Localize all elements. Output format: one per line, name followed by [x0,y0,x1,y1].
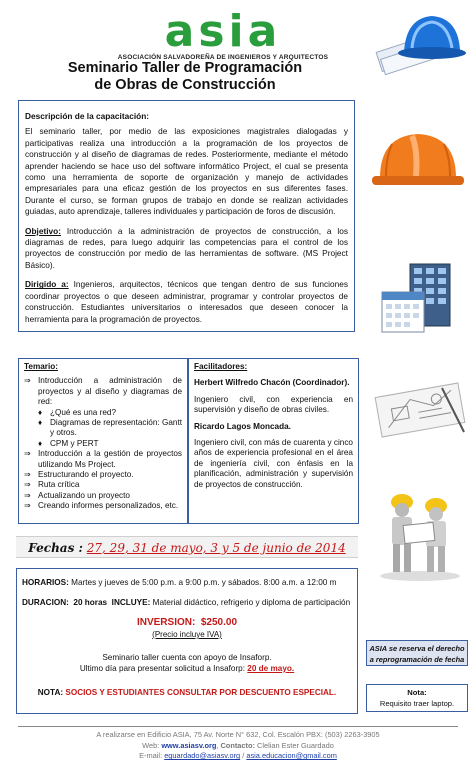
temario-item-text: CPM y PERT [50,438,99,448]
footer-address: A realizarse en Edificio ASIA, 75 Av. Norte N° 632, Col. Escalón PBX: (503) 2263-3905 [96,730,380,739]
temario-item [24,501,182,511]
laptop-note-text: Requisito traer laptop. [379,699,455,708]
footer-email-row [18,751,458,762]
laptop-note-box [366,684,468,712]
facilitadores-box [188,358,359,524]
email-link-1[interactable]: eguardado@asiasv.org [164,751,241,761]
objetivo-paragraph [25,226,348,272]
footer-web-row: Web: www.asiasv.org, Contacto: Clelian Ester Guardado [142,740,334,750]
apoyo-line-1: Seminario taller cuenta con apoyo de Insaforp. [102,653,272,662]
nota-label: NOTA: [37,688,64,697]
temario-box [18,358,188,524]
temario-item [24,470,182,480]
nota-text: SOCIOS Y ESTUDIANTES CONSULTAR POR DESCUENTO ESPECIAL. [65,688,337,697]
incluye-label: INCLUYE: [111,598,151,607]
arrow-right-icon: ⇒ [24,490,31,500]
dirigido-label: Dirigido a: [25,279,69,290]
arrow-right-icon: ⇒ [24,449,31,459]
inversion-label: INVERSION: [136,617,196,628]
facilitator-2-description: Ingeniero civil, con más de cuarenta y cinco años de experiencia profesional en el área de ingeniería civil, con énfasis en la planificación, administración y supervisión de proyectos de construcción. [194,438,353,489]
info-box [16,568,358,714]
inversion-note: (Precio incluye IVA) [152,630,222,639]
arrow-right-icon: ⇒ [24,376,31,386]
title-line-2: de Obras de Construcción [94,77,276,93]
temario-item-text: Creando informes personalizados, etc. [38,501,179,511]
apoyo-line-2 [22,663,352,674]
temario-item-text: Actualizando un proyecto [38,490,130,500]
dirigido-text: Ingenieros, arquitectos, técnicos que tengan dentro de sus funciones coordinar proyectos o que deseen administrar, programar y controlar proyectos de construcción. Estudiantes universitarios o interesados que deseen conocer la herramienta para la programación de proyectos. [25,279,348,324]
email-label: E-mail: [139,751,163,761]
temario-item [24,449,182,470]
title-line-1: Seminario Taller de Programación [67,60,303,76]
fechas-value: 27, 29, 31 de mayo, 3 y 5 de junio de 2014 [86,541,346,555]
inversion-amount: $250.00 [200,617,238,628]
temario-subitem [24,439,182,449]
description-heading: Descripción de la capacitación: [25,111,150,121]
horarios-row [22,577,352,588]
web-label: Web: [142,740,160,750]
construction-workers-icon [374,484,466,584]
email-separator: / [242,751,245,761]
dirigido-paragraph [25,279,348,325]
temario-item-text: Introducción a administración de proyectos y al diseño y diagramas de red: [38,376,182,407]
objetivo-text: Introducción a la administración de proyectos de construcción, a los diagramas de redes, para luego adquirir las competencias para el control de los proyectos de construcción por medio de las herramientas de software. (MS Project Básico). [25,225,348,270]
arrow-right-icon: ⇒ [24,470,31,480]
contact-name: Clelian Ester Guardado [257,740,334,750]
apoyo-deadline: 20 de mayo. [247,664,295,673]
temario-item-text: Introducción a la gestión de proyectos utilizando Ms Project. [38,449,182,469]
temario-subitem [24,408,182,418]
web-link[interactable]: www.asiasv.org [161,740,217,750]
arrow-right-icon: ⇒ [24,501,31,511]
fechas-banner [16,536,358,558]
orange-hard-hat-icon [372,130,464,190]
temario-item-text: Estructurando el proyecto. [38,470,134,480]
temario-item [24,376,182,407]
footer [18,726,458,762]
duracion-hours: 20 horas [73,598,108,607]
facilitadores-title: Facilitadores: [194,362,248,371]
temario-subitem [24,418,182,439]
hard-hat-blueprint-icon [370,8,468,78]
bullet-diamond-icon: ♦ [38,407,43,417]
logo-subtitle: ASOCIACIÓN SALVADOREÑA DE INGENIEROS Y ARQUITECTOS [117,54,329,61]
duracion-row [22,597,352,608]
asia-logo [108,6,338,64]
laptop-note-title: Nota: [407,688,427,697]
bullet-diamond-icon: ♦ [38,438,43,448]
temario-list [24,376,182,511]
bullet-diamond-icon: ♦ [38,418,43,428]
temario-item-text: Ruta crítica [38,480,80,490]
email-link-2[interactable]: asia.educacion@gmail.com [246,751,337,761]
inversion-row [22,617,352,628]
incluye-value: Material didáctico, refrigerio y diploma de participación [150,598,351,607]
fechas-label: Fechas : [28,541,83,555]
temario-item-text: ¿Qué es una red? [50,407,116,417]
building-calendar-icon [378,262,462,338]
facilitator-2-name: Ricardo Lagos Moncada. [194,421,291,431]
arrow-right-icon: ⇒ [24,480,31,490]
facilitator-1-name: Herbert Wilfredo Chacón (Coordinador). [194,378,350,388]
temario-item [24,480,182,490]
nota-row [22,687,352,698]
horarios-label: HORARIOS: [22,578,69,587]
blueprint-drawing-icon [372,382,468,438]
description-box [18,100,355,332]
objetivo-label: Objetivo: [25,225,61,236]
temario-item [24,491,182,501]
contact-label: Contacto: [220,740,255,750]
temario-title: Temario: [24,362,58,371]
reserva-box: ASIA se reserva el derecho a reprogramación de fecha [366,640,468,666]
page-title [20,60,350,94]
duracion-label: DURACION: [22,598,69,607]
temario-item-text: Diagramas de representación: Gantt y otros. [50,418,182,438]
description-body: El seminario taller, por medio de las exposiciones magistrales dialogadas y participativas realiza una introducción a la programación de los proyectos de construcción y al diseño de diagramas de redes. Posteriormente, mediante el método aprender haciendo se hace uso del software informático Project, el cual se presenta como una herramienta de soporte de organización y manejo de actividades empresariales para una eficaz gestión de los proyectos en sus diferentes fases. Durante el curso, se forman grupos de trabajo en donde se realizan actividades guiadas, auto aprendizaje, talleres individuales y participación de foros de discusión. [25,126,348,217]
apoyo-line-2-prefix: Ultimo día para presentar solicitud a Insaforp: [79,664,246,673]
horarios-value: Martes y jueves de 5:00 p.m. a 9:00 p.m. y sábados. 8:00 a.m. a 12:00 m [68,578,337,587]
facilitator-1-description: Ingeniero civil, con experiencia en supervisión y diseño de obras civiles. [194,394,353,415]
logo-wordmark: asia [164,6,282,57]
